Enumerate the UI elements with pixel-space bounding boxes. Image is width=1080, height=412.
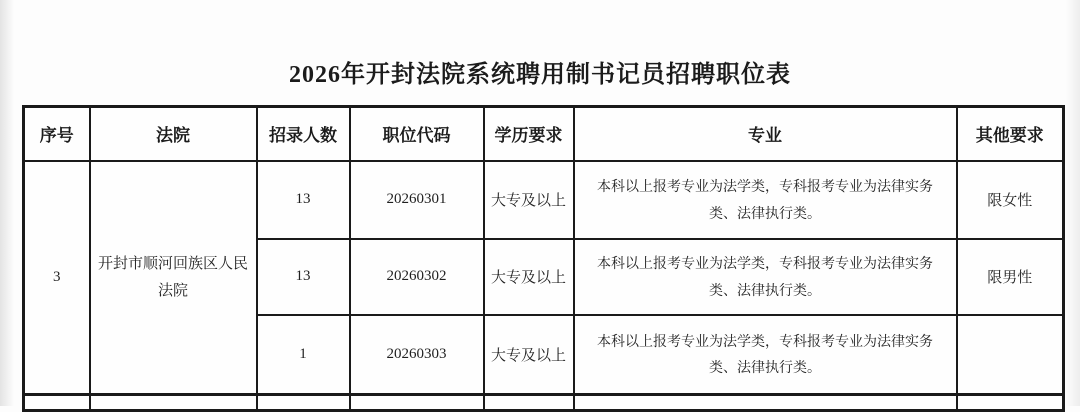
cell-empty (257, 395, 350, 411)
cell-empty (350, 395, 484, 411)
col-header-recruit-count: 招录人数 (257, 107, 350, 161)
table-header-row (24, 107, 1064, 161)
cell-empty (24, 395, 90, 411)
cell-court: 开封市顺河回族区人民法院 (90, 161, 257, 395)
cell-major: 本科以上报考专业为法学类，专科报考专业为法律实务类、法律执行类。 (574, 161, 957, 239)
cell-other: 限女性 (957, 161, 1064, 239)
cell-empty (484, 395, 574, 411)
col-header-serial: 序号 (24, 107, 90, 161)
col-header-education: 学历要求 (484, 107, 574, 161)
cell-education: 大专及以上 (484, 315, 574, 395)
cell-other (957, 315, 1064, 395)
cell-position-code: 20260303 (350, 315, 484, 395)
cell-major: 本科以上报考专业为法学类，专科报考专业为法律实务类、法律执行类。 (574, 315, 957, 395)
col-header-major: 专业 (574, 107, 957, 161)
cell-recruit-count: 13 (257, 161, 350, 239)
page-title: 2026年开封法院系统聘用制书记员招聘职位表 (289, 62, 791, 88)
table-row-partial (24, 395, 1064, 411)
cell-education: 大专及以上 (484, 161, 574, 239)
cell-empty (957, 395, 1064, 411)
cell-serial: 3 (24, 161, 90, 395)
cell-empty (90, 395, 257, 411)
table-row (24, 161, 1064, 239)
col-header-position-code: 职位代码 (350, 107, 484, 161)
cell-recruit-count: 1 (257, 315, 350, 395)
cell-major: 本科以上报考专业为法学类，专科报考专业为法律实务类、法律执行类。 (574, 239, 957, 315)
cell-position-code: 20260301 (350, 161, 484, 239)
cell-education: 大专及以上 (484, 239, 574, 315)
cell-empty (574, 395, 957, 411)
positions-table (22, 105, 1065, 412)
col-header-court: 法院 (90, 107, 257, 161)
cell-other: 限男性 (957, 239, 1064, 315)
cell-position-code: 20260302 (350, 239, 484, 315)
cell-recruit-count: 13 (257, 239, 350, 315)
col-header-other: 其他要求 (957, 107, 1064, 161)
